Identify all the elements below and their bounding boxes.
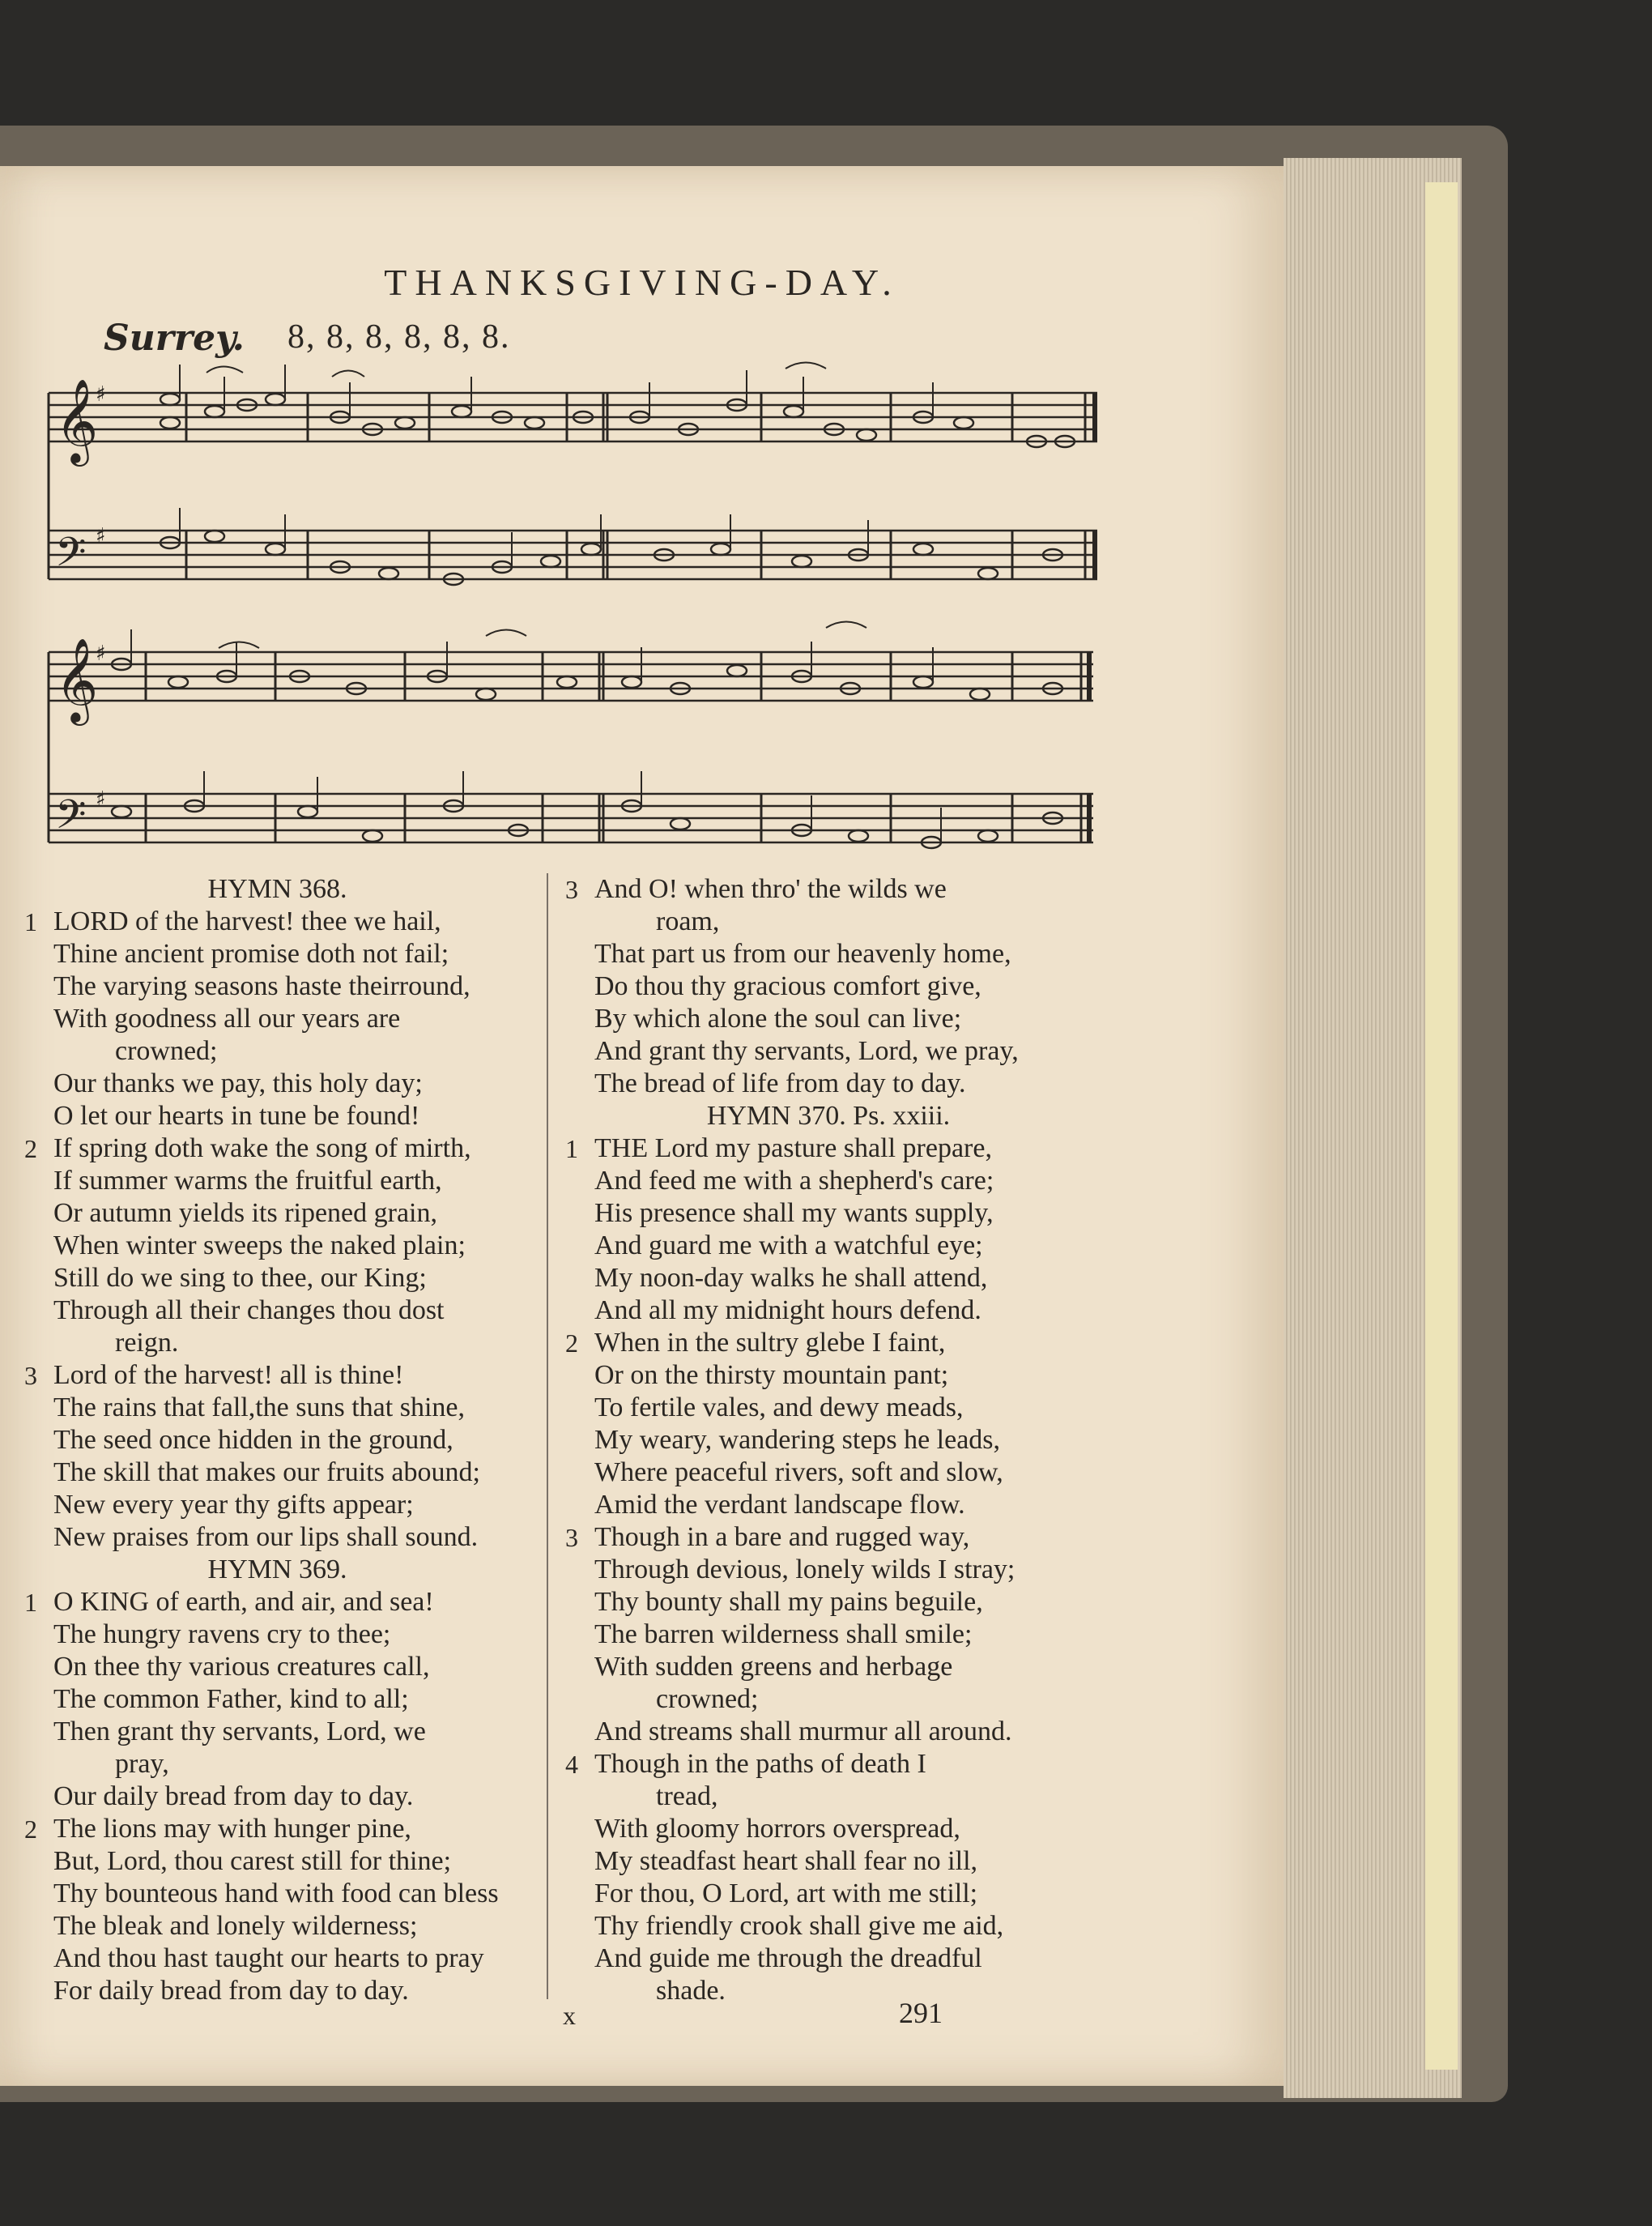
verse-line: pray, bbox=[115, 1749, 169, 1779]
right-column bbox=[565, 873, 1092, 2007]
sharp-icon: ♯ bbox=[96, 787, 106, 812]
verse-line: That part us from our heavenly home, bbox=[594, 939, 1011, 969]
verse-line: The seed once hidden in the ground, bbox=[53, 1425, 453, 1455]
hymn-368-stanza-2 bbox=[24, 1132, 530, 1359]
sharp-icon: ♯ bbox=[96, 642, 106, 666]
clefs bbox=[55, 378, 106, 848]
verse-line: With sudden greens and herbage bbox=[594, 1652, 953, 1682]
verse-line: For thou, O Lord, art with me still; bbox=[594, 1878, 978, 1908]
verse-line: And all my midnight hours defend. bbox=[594, 1295, 981, 1325]
verse-line: And grant thy servants, Lord, we pray, bbox=[594, 1036, 1019, 1066]
hymn-370-stanza-4 bbox=[565, 1748, 1092, 2007]
signature-mark: x bbox=[563, 2001, 576, 2030]
verse-line: Thy friendly crook shall give me aid, bbox=[594, 1911, 1004, 1941]
verse-line: With gloomy horrors overspread, bbox=[594, 1814, 960, 1844]
stanza-number: 1 bbox=[24, 1588, 37, 1617]
verse-line: crowned; bbox=[656, 1684, 759, 1714]
verse-line: The common Father, kind to all; bbox=[53, 1684, 409, 1714]
verse-line: And O! when thro' the wilds we bbox=[594, 874, 947, 904]
verse-line: Through all their changes thou dost bbox=[53, 1295, 445, 1325]
verse-line: The barren wilderness shall smile; bbox=[594, 1619, 973, 1649]
verse-line: If summer warms the fruitful earth, bbox=[53, 1166, 442, 1196]
hymn-370-stanza-1 bbox=[565, 1132, 1092, 1327]
stanza-number: 3 bbox=[24, 1361, 37, 1390]
verse-line: crowned; bbox=[115, 1036, 218, 1066]
verse-line: Though in a bare and rugged way, bbox=[594, 1522, 970, 1552]
verse-line: With goodness all our years are bbox=[53, 1004, 401, 1034]
verse-line: Amid the verdant landscape flow. bbox=[594, 1490, 965, 1520]
verse-line: If spring doth wake the song of mirth, bbox=[53, 1133, 471, 1163]
verse-line: roam, bbox=[656, 906, 720, 936]
hymn-368-stanza-1 bbox=[24, 906, 530, 1132]
verse-line: O let our hearts in tune be found! bbox=[53, 1101, 420, 1131]
verse-line: The bread of life from day to day. bbox=[594, 1068, 966, 1098]
verse-line: Where peaceful rivers, soft and slow, bbox=[594, 1457, 1003, 1487]
verse-line: My steadfast heart shall fear no ill, bbox=[594, 1846, 978, 1876]
hymn-370-stanza-3 bbox=[565, 1521, 1092, 1748]
hymn-368-heading: HYMN 368. bbox=[207, 874, 347, 904]
music-staves bbox=[49, 393, 1097, 842]
verse-line: Through devious, lonely wilds I stray; bbox=[594, 1554, 1015, 1584]
stanza-number: 3 bbox=[565, 1523, 578, 1552]
verse-line: And feed me with a shepherd's care; bbox=[594, 1166, 994, 1196]
hymn-369-heading: HYMN 369. bbox=[207, 1554, 347, 1584]
hymn-369-stanza-3 bbox=[565, 873, 1092, 1100]
hymn-370-heading: HYMN 370. Ps. xxiii. bbox=[706, 1101, 951, 1131]
verse-line: reign. bbox=[115, 1328, 179, 1358]
left-column bbox=[24, 873, 530, 2007]
note-stems bbox=[131, 365, 941, 842]
verse-line: Our thanks we pay, this holy day; bbox=[53, 1068, 423, 1098]
hymn-369-stanza-1 bbox=[24, 1586, 530, 1813]
verse-line: And streams shall murmur all around. bbox=[594, 1716, 1012, 1746]
hymn-368-stanza-3 bbox=[24, 1359, 530, 1554]
stanza-number: 2 bbox=[24, 1814, 37, 1844]
verse-line: Lord of the harvest! all is thine! bbox=[53, 1360, 404, 1390]
verse-line: For daily bread from day to day. bbox=[53, 1976, 409, 2006]
stanza-number: 2 bbox=[565, 1328, 578, 1358]
verse-line: Thy bounteous hand with food can bless bbox=[53, 1878, 499, 1908]
verse-line: My noon-day walks he shall attend, bbox=[594, 1263, 988, 1293]
verse-line: His presence shall my wants supply, bbox=[594, 1198, 994, 1228]
bass-clef-icon: 𝄢 bbox=[55, 529, 87, 586]
verse-line: And guard me with a watchful eye; bbox=[594, 1230, 983, 1260]
verse-line: Or on the thirsty mountain pant; bbox=[594, 1360, 949, 1390]
verse-line: New praises from our lips shall sound. bbox=[53, 1522, 479, 1552]
page-title: THANKSGIVING-DAY. bbox=[384, 262, 900, 303]
verse-line: When winter sweeps the naked plain; bbox=[53, 1230, 466, 1260]
verse-line: shade. bbox=[656, 1976, 726, 2006]
verse-line: On thee thy various creatures call, bbox=[53, 1652, 430, 1682]
verse-line: Then grant thy servants, Lord, we bbox=[53, 1716, 426, 1746]
verse-line: O KING of earth, and air, and sea! bbox=[53, 1587, 434, 1617]
verse-line: The bleak and lonely wilderness; bbox=[53, 1911, 418, 1941]
verse-line: Thy bounty shall my pains beguile, bbox=[594, 1587, 983, 1617]
verse-line: Though in the paths of death I bbox=[594, 1749, 926, 1779]
column-divider bbox=[547, 873, 548, 1999]
stanza-number: 2 bbox=[24, 1134, 37, 1163]
bass-clef-icon: 𝄢 bbox=[55, 791, 87, 848]
page-number: 291 bbox=[899, 1997, 943, 2029]
verse-line: Thine ancient promise doth not fail; bbox=[53, 939, 449, 969]
verse-line: And guide me through the dreadful bbox=[594, 1943, 982, 1973]
sharp-icon: ♯ bbox=[96, 524, 106, 548]
verse-line: And thou hast taught our hearts to pray bbox=[53, 1943, 484, 1973]
bar-lines bbox=[49, 393, 1095, 842]
verse-line: tread, bbox=[656, 1781, 718, 1811]
stanza-number: 1 bbox=[565, 1134, 578, 1163]
verse-line: The hungry ravens cry to thee; bbox=[53, 1619, 391, 1649]
treble-clef-icon: 𝄞 bbox=[55, 378, 99, 463]
verse-line: Do thou thy gracious comfort give, bbox=[594, 971, 981, 1001]
note-heads bbox=[112, 394, 1075, 848]
tune-name: Surrey. bbox=[104, 318, 245, 359]
endpaper bbox=[1425, 182, 1458, 2070]
stanza-number: 4 bbox=[565, 1750, 578, 1779]
stanza-number: 3 bbox=[565, 875, 578, 904]
verse-line: New every year thy gifts appear; bbox=[53, 1490, 414, 1520]
hymn-370-stanza-2 bbox=[565, 1327, 1092, 1521]
verse-line: The lions may with hunger pine, bbox=[53, 1814, 411, 1844]
hymn-369-stanza-2 bbox=[24, 1813, 530, 2007]
meter: 8, 8, 8, 8, 8, 8. bbox=[287, 318, 511, 356]
verse-line: The rains that fall,the suns that shine, bbox=[53, 1392, 465, 1422]
verse-line: The skill that makes our fruits abound; bbox=[53, 1457, 480, 1487]
verse-line: But, Lord, thou carest still for thine; bbox=[53, 1846, 452, 1876]
stanza-number: 1 bbox=[24, 907, 37, 936]
verse-line: My weary, wandering steps he leads, bbox=[594, 1425, 1001, 1455]
sharp-icon: ♯ bbox=[96, 382, 106, 407]
verse-line: Still do we sing to thee, our King; bbox=[53, 1263, 427, 1293]
music-score bbox=[32, 356, 1101, 859]
verse-line: When in the sultry glebe I faint, bbox=[594, 1328, 946, 1358]
verse-line: LORD of the harvest! thee we hail, bbox=[53, 906, 441, 936]
treble-clef-icon: 𝄞 bbox=[55, 638, 99, 723]
verse-line: The varying seasons haste theirround, bbox=[53, 971, 470, 1001]
verse-line: Our daily bread from day to day. bbox=[53, 1781, 414, 1811]
verse-line: To fertile vales, and dewy meads, bbox=[594, 1392, 964, 1422]
verse-line: THE Lord my pasture shall prepare, bbox=[594, 1133, 992, 1163]
verse-line: Or autumn yields its ripened grain, bbox=[53, 1198, 438, 1228]
verse-line: By which alone the soul can live; bbox=[594, 1004, 962, 1034]
